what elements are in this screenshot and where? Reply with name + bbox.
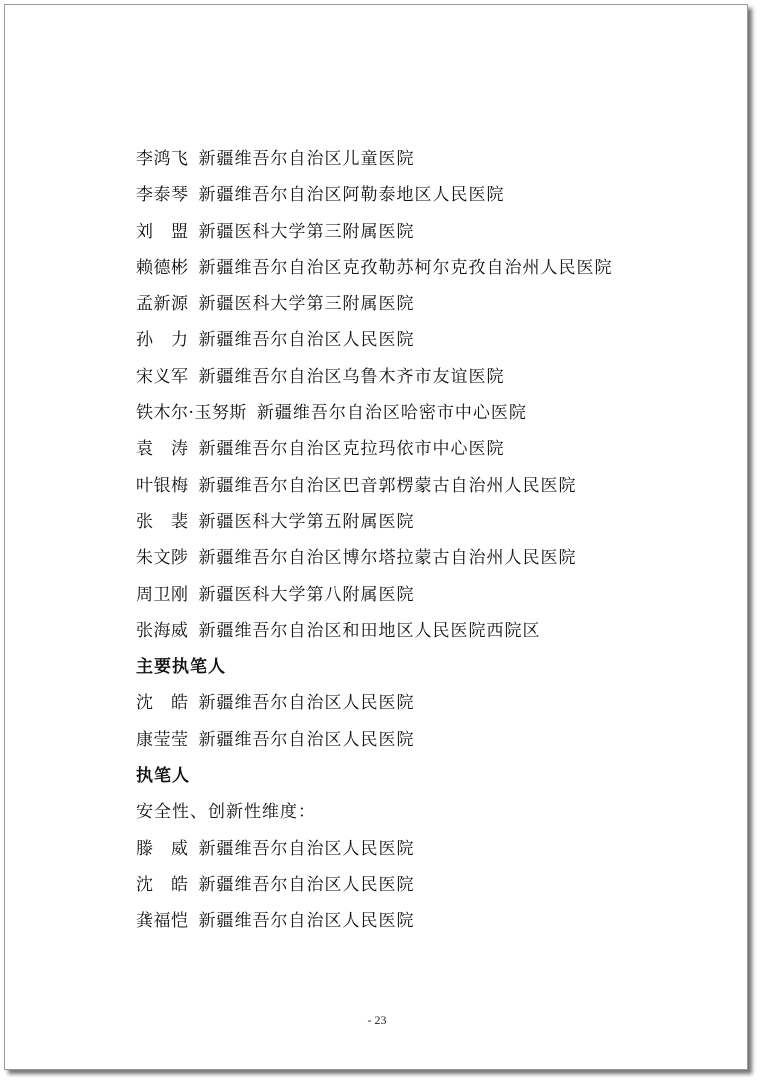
member-organization: 新疆维吾尔自治区乌鲁木齐市友谊医院 <box>198 366 505 387</box>
member-name: 孙 力 <box>136 330 189 351</box>
member-organization: 新疆维吾尔自治区和田地区人民医院西院区 <box>198 620 541 641</box>
member-organization: 新疆医科大学第三附属医院 <box>198 221 415 242</box>
main-writers-heading: 主要执笔人 <box>136 657 226 678</box>
writer-name: 沈 皓 <box>136 693 189 714</box>
main-writer-row <box>136 685 716 721</box>
member-name: 袁 涛 <box>136 439 189 460</box>
member-row <box>136 577 716 613</box>
member-row <box>136 177 716 213</box>
member-organization: 新疆医科大学第八附属医院 <box>198 584 415 605</box>
member-row <box>136 468 716 504</box>
member-row <box>136 504 716 540</box>
main-writer-row <box>136 722 716 758</box>
member-row <box>136 141 716 177</box>
writer-organization: 新疆维吾尔自治区人民医院 <box>198 729 415 750</box>
member-name: 叶银梅 <box>136 475 189 496</box>
page-number: - 23 <box>367 1013 387 1027</box>
member-name: 赖德彬 <box>136 257 189 278</box>
member-name: 周卫刚 <box>136 584 189 605</box>
member-row <box>136 322 716 358</box>
member-organization: 新疆维吾尔自治区人民医院 <box>198 330 415 351</box>
member-name: 铁木尔·玉努斯 <box>136 403 247 424</box>
member-name: 朱文陟 <box>136 548 189 569</box>
writer-row <box>136 831 716 867</box>
writer-organization: 新疆维吾尔自治区人民医院 <box>198 911 415 932</box>
member-organization: 新疆医科大学第三附属医院 <box>198 294 415 315</box>
document-page <box>4 4 748 1070</box>
writer-name: 康莹莹 <box>136 729 189 750</box>
member-row <box>136 359 716 395</box>
member-organization: 新疆维吾尔自治区博尔塔拉蒙古自治州人民医院 <box>198 548 577 569</box>
member-row <box>136 286 716 322</box>
member-name: 李鸿飞 <box>136 149 189 169</box>
member-name: 张海威 <box>136 620 189 641</box>
member-organization: 新疆医科大学第五附属医院 <box>198 511 415 532</box>
member-row <box>136 395 716 431</box>
member-row <box>136 540 716 576</box>
writer-organization: 新疆维吾尔自治区人民医院 <box>198 874 415 895</box>
member-organization: 新疆维吾尔自治区克孜勒苏柯尔克孜自治州人民医院 <box>198 257 613 278</box>
member-organization: 新疆维吾尔自治区儿童医院 <box>198 149 415 169</box>
member-organization: 新疆维吾尔自治区巴音郭楞蒙古自治州人民医院 <box>198 475 577 496</box>
member-organization: 新疆维吾尔自治区阿勒泰地区人民医院 <box>198 185 505 206</box>
writer-name: 沈 皓 <box>136 874 189 895</box>
writer-name: 滕 威 <box>136 838 189 859</box>
writer-organization: 新疆维吾尔自治区人民医院 <box>198 838 415 859</box>
member-name: 孟新源 <box>136 294 189 315</box>
member-name: 刘 盟 <box>136 221 189 242</box>
writer-name: 龚福恺 <box>136 911 189 932</box>
member-row <box>136 214 716 250</box>
member-name: 宋义军 <box>136 366 189 387</box>
writers-heading: 执笔人 <box>136 766 190 787</box>
member-row <box>136 613 716 649</box>
page-content <box>136 141 716 940</box>
writer-row <box>136 867 716 903</box>
member-name: 李泰琴 <box>136 185 189 206</box>
dimension-label: 安全性、创新性维度： <box>136 802 316 823</box>
member-row <box>136 431 716 467</box>
member-row <box>136 250 716 286</box>
writer-row <box>136 903 716 939</box>
member-name: 张 裴 <box>136 511 189 532</box>
member-organization: 新疆维吾尔自治区哈密市中心医院 <box>256 403 527 424</box>
writer-organization: 新疆维吾尔自治区人民医院 <box>198 693 415 714</box>
member-organization: 新疆维吾尔自治区克拉玛依市中心医院 <box>198 439 505 460</box>
